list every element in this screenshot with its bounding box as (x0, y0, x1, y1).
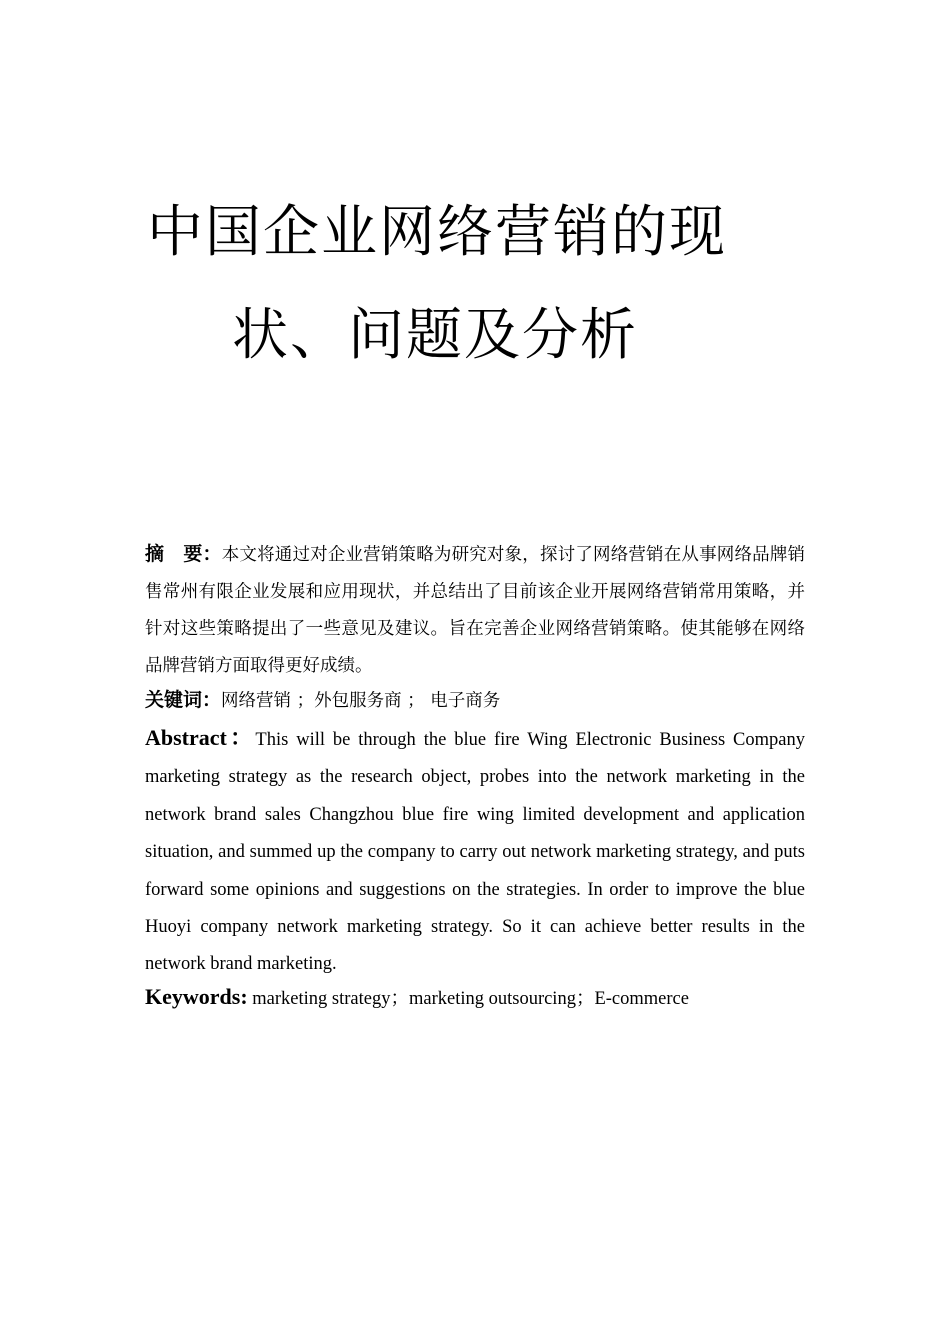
chinese-keywords (145, 682, 805, 720)
chinese-abstract (145, 536, 805, 685)
paper-title-line-2: 状、问题及分析 (232, 303, 638, 368)
chinese-abstract-label: 摘 要： (145, 543, 222, 565)
chinese-abstract-text: 本文将通过对企业营销策略为研究对象，探讨了网络营销在从事网络品牌销售常州有限企业发展和应用现状，并总结出了目前该企业开展网络营销常用策略，并针对这些策略提出了一些意见及建议。旨在完善企业网络营销策略。使其能够在网络品牌营销方面取得更好成绩。 (145, 545, 805, 676)
english-abstract (145, 719, 805, 984)
chinese-keywords-text: 网络营销 ；外包服务商 ； 电子商务 (221, 691, 501, 711)
english-keywords-label: Keywords: (145, 984, 248, 1009)
english-abstract-text: This will be through the blue fire Wing Electronic Business Company marketing strategy as the research object, probes into the network marketing in the network brand sales Changzhou blue fire wing limited development and application situation, and summed up the company to carry out network marketing strategy, and puts forward some opinions and suggestions on the strategies. In order to improve the blue Huoyi company network marketing strategy. So it can achieve better results in the network brand marketing. (145, 730, 805, 975)
chinese-keywords-label: 关键词： (145, 689, 222, 711)
paper-title-line-1: 中国企业网络营销的现 (147, 200, 727, 265)
english-abstract-label: Abstract： (145, 725, 256, 750)
english-keywords (145, 980, 805, 1016)
english-keywords-text: marketing strategy；marketing outsourcing；E-commerce (247, 989, 689, 1009)
